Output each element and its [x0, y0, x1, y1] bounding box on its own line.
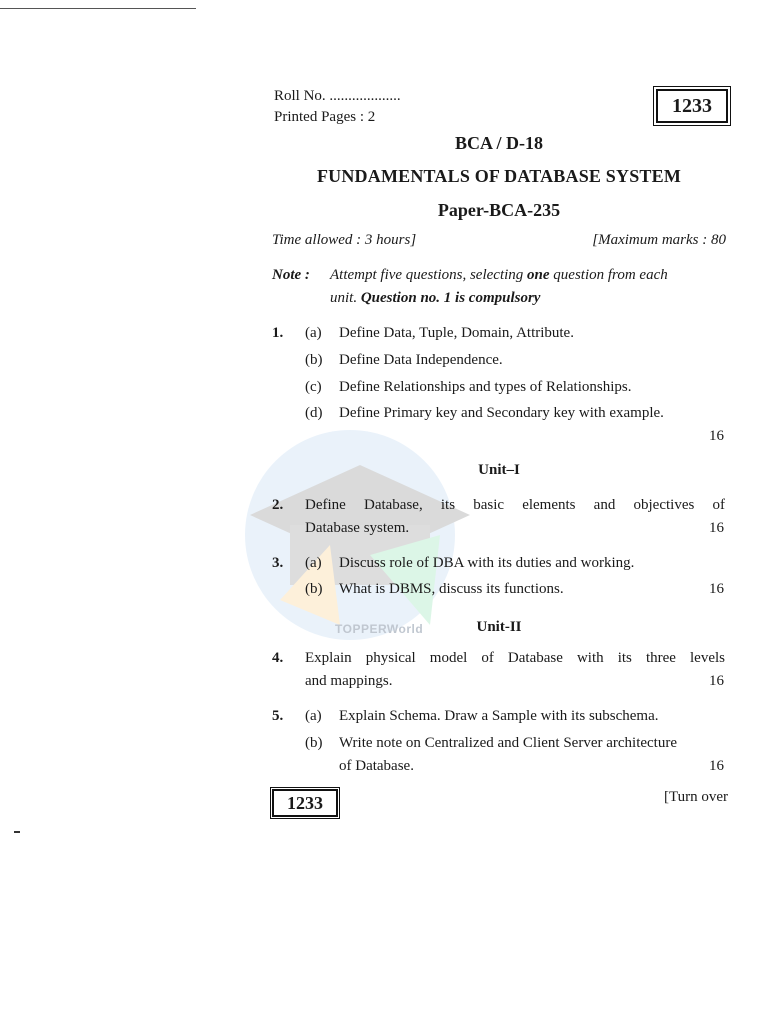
- unit-2-heading: Unit-II: [476, 619, 522, 635]
- question-4-line-1: Explain physical model of Database with its three levels: [305, 650, 725, 666]
- scan-speck: [14, 831, 20, 833]
- question-2-marks: 16: [709, 520, 724, 536]
- question-2-number: 2.: [272, 497, 284, 513]
- question-4-line-2: and mappings.: [305, 673, 393, 689]
- unit-1-heading: Unit–I: [478, 462, 520, 478]
- question-5-marks: 16: [709, 758, 724, 774]
- note-line-2: unit. Question no. 1 is compulsory: [330, 290, 541, 306]
- question-1d: (d) Define Primary key and Secondary key with example.: [305, 405, 664, 421]
- question-4-number: 4.: [272, 650, 284, 666]
- turn-over-label: [Turn over: [663, 789, 728, 805]
- subject-title: FUNDAMENTALS OF DATABASE SYSTEM: [316, 166, 682, 186]
- maximum-marks: [Maximum marks : 80: [592, 232, 726, 248]
- note-label: Note :: [272, 267, 310, 283]
- question-1a: (a) Define Data, Tuple, Domain, Attribute.: [305, 325, 574, 341]
- question-1-number: 1.: [272, 325, 284, 341]
- scan-edge-line: [0, 8, 196, 9]
- watermark-text: TOPPERWorld: [335, 622, 424, 636]
- question-3b: (b) What is DBMS, discuss its functions.: [305, 581, 564, 597]
- roll-number-field: Roll No. ...................: [274, 88, 401, 104]
- footer-paper-code-box: 1233: [272, 789, 338, 817]
- question-5b-line-2: of Database.: [339, 758, 414, 774]
- question-5b: (b) Write note on Centralized and Client Server architecture: [305, 735, 678, 751]
- question-1-marks: 16: [709, 428, 724, 444]
- note-line-1: Attempt five questions, selecting one question from each: [330, 267, 668, 283]
- question-2-line-2: Database system.: [305, 520, 410, 536]
- question-5-number: 5.: [272, 708, 284, 724]
- paper-title: Paper-BCA-235: [437, 200, 561, 220]
- question-3-number: 3.: [272, 555, 284, 571]
- course-title: BCA / D-18: [454, 133, 543, 153]
- time-allowed: Time allowed : 3 hours]: [272, 232, 417, 248]
- question-1c: (c) Define Relationships and types of Relationships.: [305, 379, 632, 395]
- paper-code-box: 1233: [656, 89, 728, 123]
- question-3a: (a) Discuss role of DBA with its duties and working.: [305, 555, 635, 571]
- question-1b: (b) Define Data Independence.: [305, 352, 503, 368]
- question-5a: (a) Explain Schema. Draw a Sample with its subschema.: [305, 708, 659, 724]
- question-3-marks: 16: [709, 581, 724, 597]
- printed-pages: Printed Pages : 2: [274, 109, 376, 125]
- question-4-marks: 16: [709, 673, 724, 689]
- question-2-line-1: Define Database, its basic elements and objectives of: [305, 497, 725, 513]
